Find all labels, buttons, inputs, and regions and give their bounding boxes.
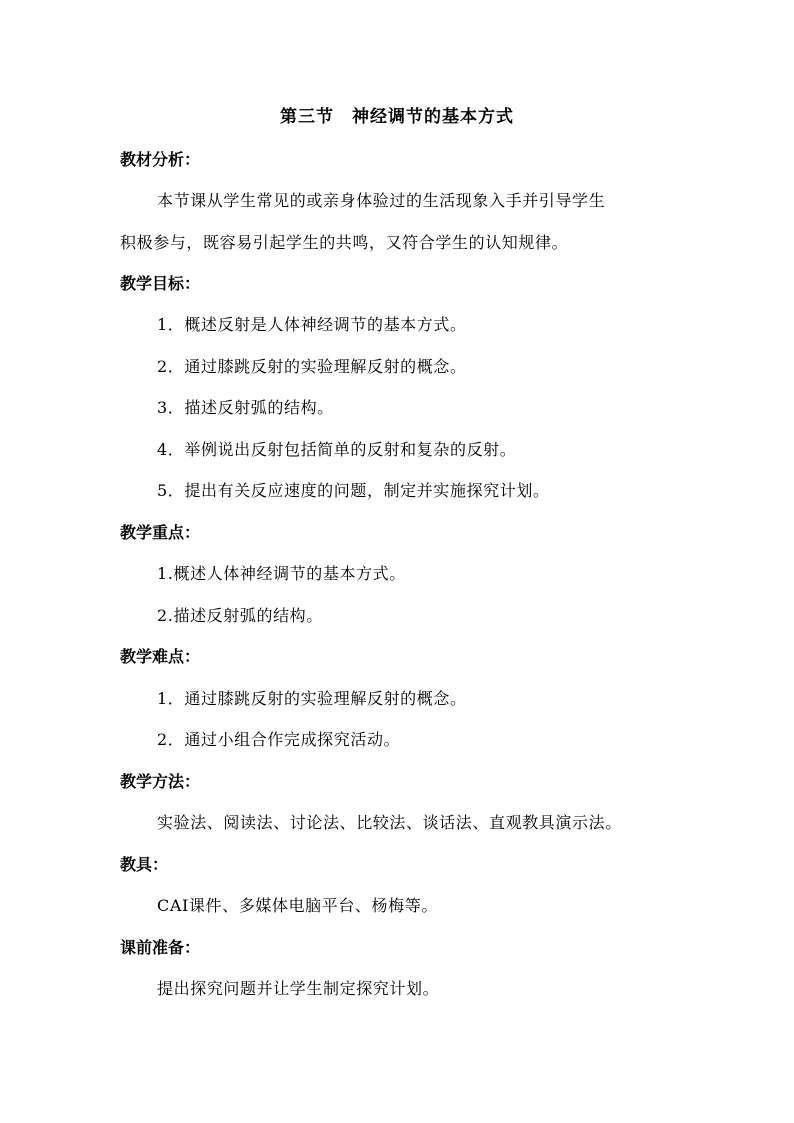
difficulty-item-1: 1．通过膝跳反射的实验理解反射的概念。 bbox=[157, 689, 467, 708]
heading-goals: 教学目标： bbox=[120, 274, 201, 293]
preparation-text: 提出探究问题并让学生制定探究计划。 bbox=[157, 979, 440, 998]
goal-item-5: 5．提出有关反应速度的问题，制定并实施探究计划。 bbox=[157, 481, 550, 500]
methods-text: 实验法、阅读法、讨论法、比较法、谈话法、直观教具演示法。 bbox=[157, 813, 622, 832]
tools-text: CAI课件、多媒体电脑平台、杨梅等。 bbox=[157, 896, 438, 915]
key-point-item-2: 2.描述反射弧的结构。 bbox=[157, 606, 323, 625]
goal-item-1: 1．概述反射是人体神经调节的基本方式。 bbox=[157, 315, 467, 334]
title-topic: 神经调节的基本方式 bbox=[352, 107, 514, 127]
difficulty-item-2: 2．通过小组合作完成探究活动。 bbox=[157, 730, 401, 749]
analysis-line-2: 积极参与，既容易引起学生的共鸣，又符合学生的认知规律。 bbox=[120, 233, 569, 252]
heading-key-points: 教学重点： bbox=[120, 523, 201, 542]
heading-difficulties: 教学难点： bbox=[120, 647, 201, 666]
title-section-number: 第三节 bbox=[280, 107, 334, 127]
heading-methods: 教学方法： bbox=[120, 772, 201, 791]
key-point-item-1: 1.概述人体神经调节的基本方式。 bbox=[157, 564, 406, 583]
goal-item-4: 4．举例说出反射包括简单的反射和复杂的反射。 bbox=[157, 440, 517, 459]
heading-analysis: 教材分析： bbox=[120, 150, 201, 169]
heading-tools: 教具： bbox=[120, 855, 169, 874]
page-title bbox=[0, 106, 794, 128]
analysis-line-1: 本节课从学生常见的或亲身体验过的生活现象入手并引导学生 bbox=[157, 191, 606, 210]
goal-item-2: 2．通过膝跳反射的实验理解反射的概念。 bbox=[157, 357, 467, 376]
goal-item-3: 3．描述反射弧的结构。 bbox=[157, 398, 334, 417]
heading-preparation: 课前准备： bbox=[120, 938, 201, 957]
